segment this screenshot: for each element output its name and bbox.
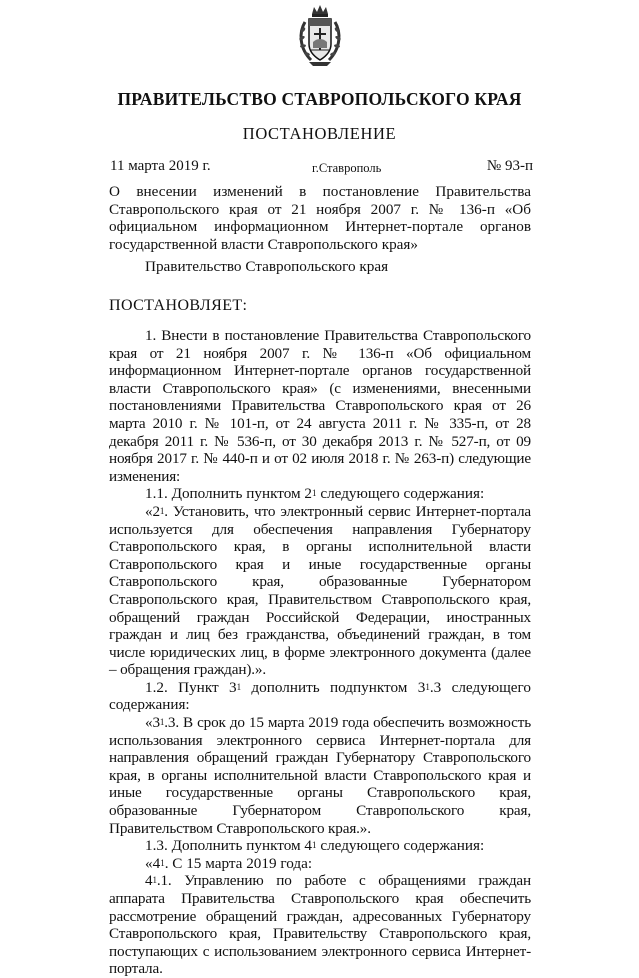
quote-3-1-3: «$3^1.3$. В срок до 15 марта 2019 года обеспечить возможность использования электронного сервиса Интернет-портала для направления обращений граждан Губернатору Ставропольского края, в органы исполнительной власти Ставропольского края и иные государственные органы Ставропольского края, образованные Губернатором Ставропольского края, Правительством Ставропольского края.». — [109, 714, 531, 837]
document-type: ПОСТАНОВЛЕНИЕ — [242, 124, 397, 143]
document-date: 11 марта 2019 г. — [110, 158, 211, 174]
stavropol-coat-of-arms-icon — [297, 4, 343, 68]
paragraph-1-2: 1.2. Пункт $3^1$ дополнить подпунктом $3^1.3$ следующего содержания: — [109, 678, 531, 714]
paragraph-1-1: 1.1. Дополнить пунктом $2^1$ следующего содержания: — [145, 485, 485, 503]
issuer-line: Правительство Ставропольского края — [145, 258, 389, 275]
quote-2-1: «$2^1$. Установить, что электронный сервис Интернет-портала используется для обеспечения направления Губернатору Ставропольского края, в органы исполнительной власти Ставропольского края и иные государственные органы Ставропольского края, образованные Губернатором Ставропольского края, Правительством Ставропольского края, обращений граждан Российской Федерации, иностранных граждан и лиц без гражданства, объединений граждан, в том числе юридических лиц, в форме электронного документа (далее – обращения граждан).». — [109, 502, 531, 679]
paragraph-1-3: 1.3. Дополнить пунктом $4^1$ следующего содержания: — [145, 837, 485, 855]
paragraph-4-1-1: $4^1.1$. Управлению по работе с обращениями граждан аппарата Правительства Ставропольского края обеспечить рассмотрение обращений граждан, адресованных Губернатору Ставропольского края, Правительству Ставропольского края, поступающих с использованием электронного сервиса Интернет-портала. — [109, 872, 531, 978]
paragraph-1: 1. Внести в постановление Правительства Ставропольского края от 21 ноября 2007 г. № 136-п «Об официальном информационном Интернет-портале органов государственной власти Ставропольского края» (с изменениями, внесенными постановлениями Правительства Ставропольского края от 26 марта 2010 г. № 101-п, от 24 августа 2011 г. № 335-п, от 28 декабря 2011 г. № 536-п, от 30 декабря 2013 г. № 527-п, от 09 ноября 2017 г. № 440-п и от 02 июля 2018 г. № 263-п) следующие изменения: — [109, 327, 531, 485]
quote-4-1: «$4^1$. С 15 марта 2019 года: — [145, 854, 313, 872]
resolves-line: ПОСТАНОВЛЯЕТ: — [109, 297, 248, 314]
document-subject: О внесении изменений в постановление Правительства Ставропольского края от 21 ноября 2007 г. № 136-п «Об официальном информационном Интернет-портале органов государственной власти Ставропольского края» — [109, 183, 531, 253]
document-body — [109, 327, 531, 978]
government-title: ПРАВИТЕЛЬСТВО СТАВРОПОЛЬСКОГО КРАЯ — [117, 89, 522, 109]
document-city: г.Ставрополь — [312, 161, 382, 175]
document-number: № 93-п — [486, 158, 533, 174]
